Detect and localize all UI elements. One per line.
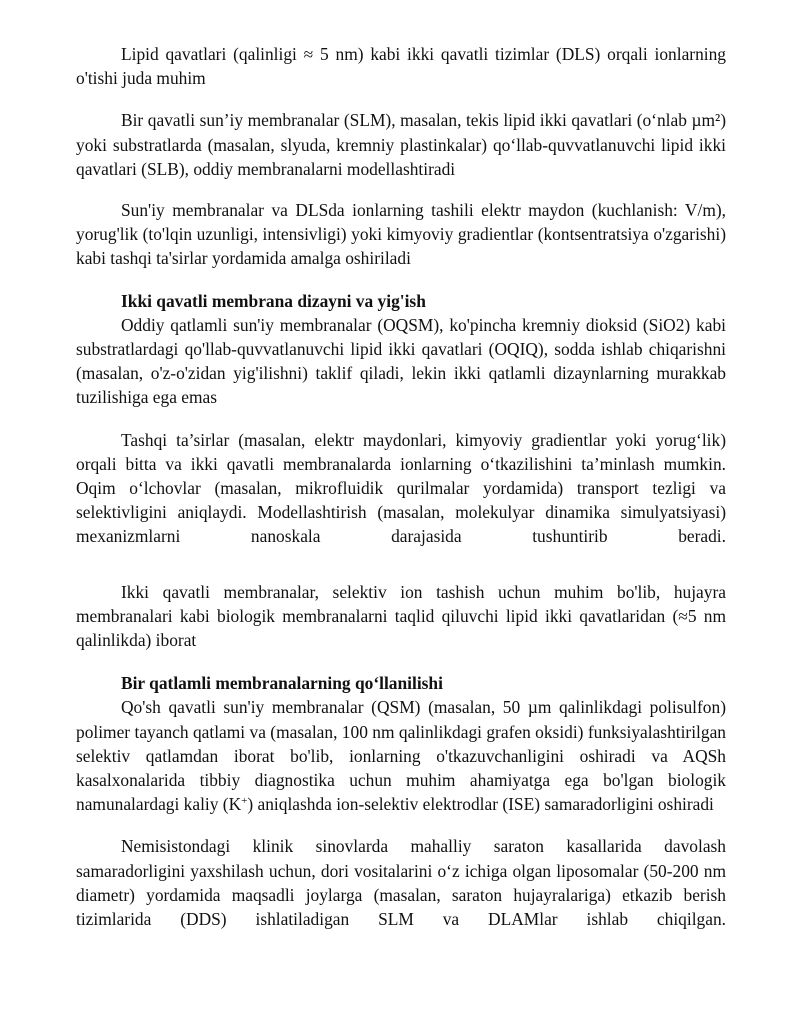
paragraph-external-effects: Tashqi ta’sirlar (masalan, elektr maydonlari, kimyoviy gradientlar yoki yorugʻlik) orqali bitta va ikki qavatli membranalarda ionlarning oʻtkazilishini ta’minlash mumkin. Oqim oʻlchovlar (masalan, mikrofluidik qurilmalar yordamida) transport tezligi va selektivligini aniqlaydi. Modellashtirish (masalan, molekulyar dinamika simulyatsiyasi) mexanizmlarni nanoskala darajasida tushuntirib beradi. bbox=[76, 429, 726, 547]
section-heading-bilayer-design: Ikki qavatli membrana dizayni va yig'ish bbox=[121, 290, 426, 311]
paragraph-qsm-text: Qo'sh qavatli sun'iy membranalar (QSM) (masalan, 50 µm qalinlikdagi polisulfon) polimer tayanch qatlami va (masalan, 100 nm qalinlikdagi grafen oksidi) funksiyalashtirilgan selektiv qatlamdan iborat bo'lib, ionlarning o'tkazuvchanligini oshiradi va AQSh kasalxonalarida tibbiy diagnostika uchun muhim ahamiyatga ega bo'lgan biologik namunalardagi kaliy (K bbox=[76, 697, 726, 815]
paragraph-ion-transport: Sun'iy membranalar va DLSda ionlarning tashili elektr maydon (kuchlanish: V/m), yorug'lik (to'lqin uzunligi, intensivligi) yoki kimyoviy gradientlar (kontsentratsiya o'zgarishi) kabi tashqi ta'sirlar yordamida amalga oshiriladi bbox=[76, 200, 726, 269]
paragraph-bilayer-membranes: Ikki qavatli membranalar, selektiv ion tashish uchun muhim bo'lib, hujayra membranalari kabi biologik membranalarni taqlid qiluvchi lipid ikki qavatlaridan (≈5 nm qalinlikda) iborat bbox=[76, 581, 726, 651]
paragraph-qsm bbox=[76, 695, 726, 816]
document-page bbox=[76, 42, 726, 931]
section-heading-single-layer-applications: Bir qatlamli membranalarning qoʻllanilishi bbox=[121, 673, 443, 694]
paragraph-oqsm: Oddiy qatlamli sun'iy membranalar (OQSM), ko'pincha kremniy dioksid (SiO2) kabi substratlardagi qo'llab-quvvatlanuvchi lipid ikki qavatlari (OQIQ), sodda ishlab chiqarishni (masalan, o'z-o'zidan yig'ilishni) taklif qiladi, lekin ikki qatlamli dizaynlarning murakkab tuzilishiga ega emas bbox=[76, 314, 726, 408]
paragraph-lipid-layers: Lipid qavatlari (qalinligi ≈ 5 nm) kabi ikki qavatli tizimlar (DLS) orqali ionlarning o'tishi juda muhim bbox=[76, 44, 726, 89]
paragraph-qsm-text-end: ) aniqlashda ion-selektiv elektrodlar (ISE) samaradorligini oshiradi bbox=[247, 794, 714, 815]
paragraph-clinical-trials: Nemisistondagi klinik sinovlarda mahalliy saraton kasallarida davolash samaradorligini yaxshilash uchun, dori vositalarini oʻz ichiga olgan liposomalar (50-200 nm diametr) yordamida maqsadli joylarga (masalan, saraton hujayralariga) etkazib berish tizimlarida (DDS) ishlatiladigan SLM va DLAMlar ishlab chiqilgan. bbox=[76, 836, 726, 930]
paragraph-single-layer-membranes: Bir qavatli sun’iy membranalar (SLM), masalan, tekis lipid ikki qavatlari (oʻnlab µm²) yoki substratlarda (masalan, slyuda, kremniy plastinkalar) qoʻllab-quvvatlanuvchi lipid ikki qavatlari (SLB), oddiy membranalarni modellashtiradi bbox=[76, 110, 726, 179]
superscript-plus: + bbox=[241, 795, 248, 808]
